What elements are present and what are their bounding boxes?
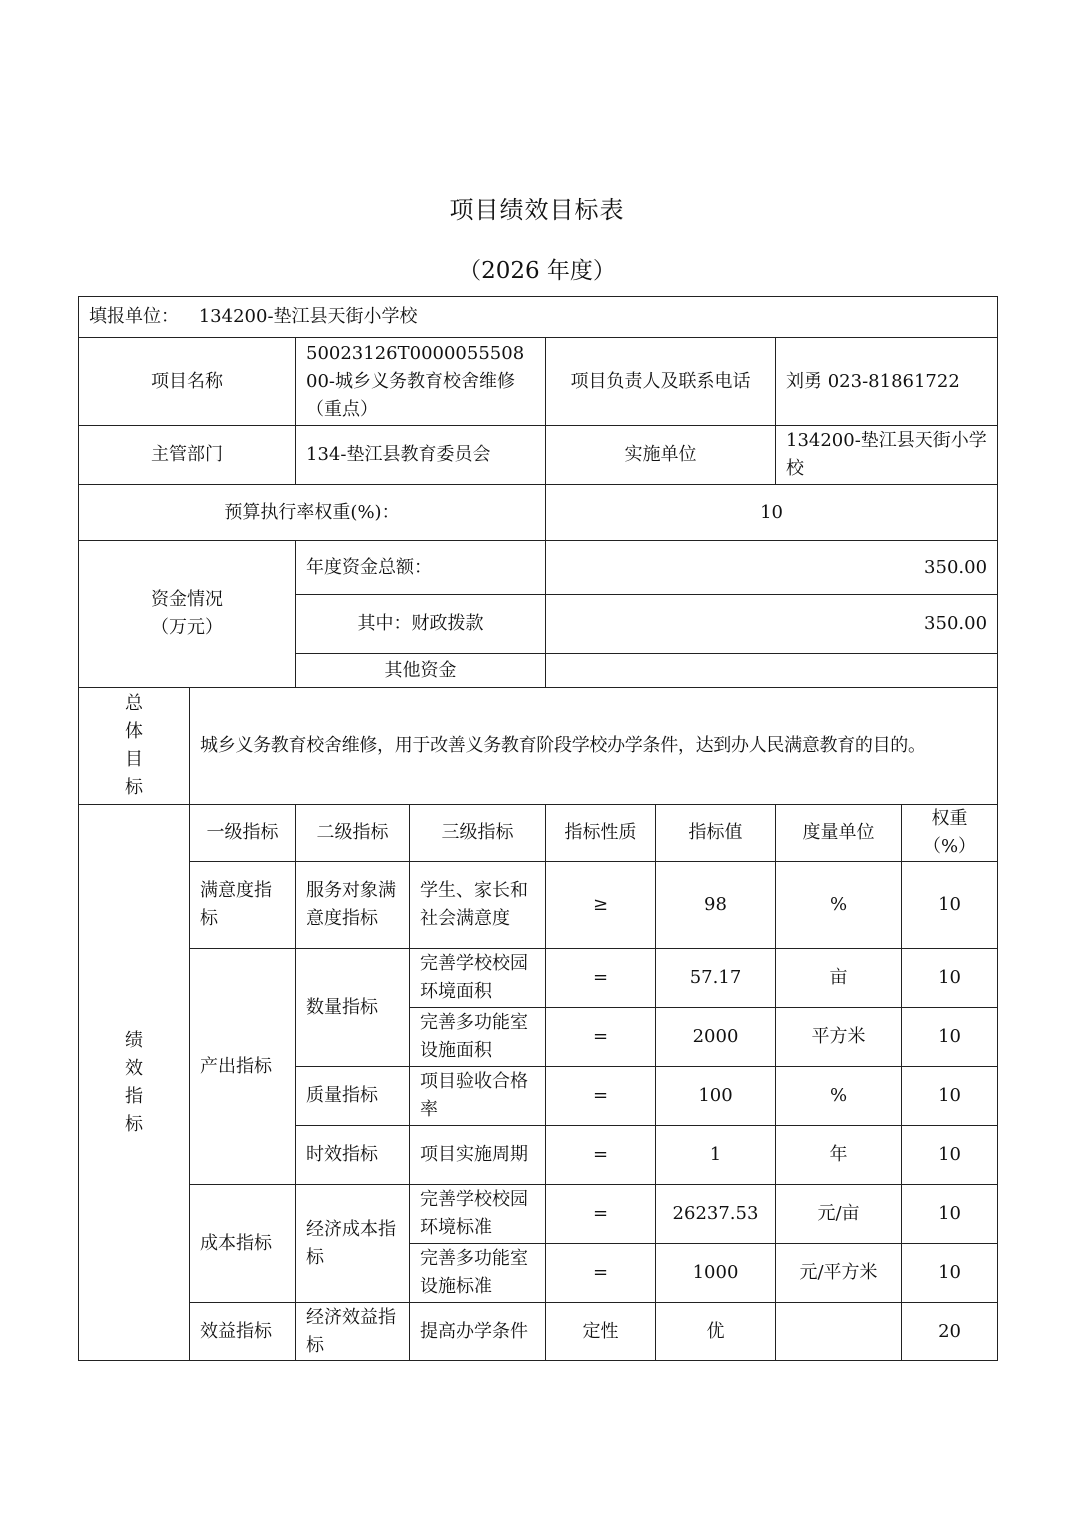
goal-label: [79, 688, 190, 805]
weight-cell: 10: [902, 1067, 998, 1126]
nature-cell: =: [546, 1067, 656, 1126]
goal-label-char: 总: [125, 693, 143, 714]
indicators-label: [79, 805, 190, 1361]
nature-cell: =: [546, 1244, 656, 1303]
indicators-label-char: 标: [125, 1113, 143, 1135]
funds-label: [79, 541, 296, 688]
dept-label: 主管部门: [79, 426, 296, 485]
level2-cell: 经济成本指标: [296, 1185, 410, 1303]
header-nature: 指标性质: [546, 805, 656, 862]
fiscal-label: 其中：财政拨款: [296, 595, 546, 654]
weight-cell: 10: [902, 1008, 998, 1067]
other-funds-label: 其他资金: [296, 654, 546, 688]
unit-cell: 年: [776, 1126, 902, 1185]
level2-cell: 质量指标: [296, 1067, 410, 1126]
table-row: [79, 1303, 998, 1361]
annual-total-label: 年度资金总额：: [296, 541, 546, 595]
level1-cell: 产出指标: [190, 949, 296, 1185]
impl-label: 实施单位: [546, 426, 776, 485]
table-row: [79, 1185, 998, 1244]
nature-cell: 定性: [546, 1303, 656, 1361]
header-level2: 二级指标: [296, 805, 410, 862]
fill-unit-cell: [79, 297, 998, 338]
weight-cell: 10: [902, 1126, 998, 1185]
level3-cell: 项目验收合格率: [410, 1067, 546, 1126]
budget-rate-value: 10: [546, 485, 998, 541]
impl-value: 134200-垫江县天街小学校: [776, 426, 998, 485]
unit-cell: %: [776, 1067, 902, 1126]
project-name-value: 50023126T000005550800-城乡义务教育校舍维修（重点）: [296, 338, 546, 426]
nature-cell: =: [546, 1008, 656, 1067]
nature-cell: =: [546, 949, 656, 1008]
level2-cell: 数量指标: [296, 949, 410, 1067]
nature-cell: =: [546, 1126, 656, 1185]
goal-label-char: 目: [125, 749, 143, 770]
weight-cell: 20: [902, 1303, 998, 1361]
fill-unit-label: 填报单位：: [89, 306, 179, 327]
unit-cell: [776, 1303, 902, 1361]
unit-cell: %: [776, 862, 902, 949]
level1-cell: 成本指标: [190, 1185, 296, 1303]
goal-label-char: 标: [125, 777, 143, 798]
level2-cell: 服务对象满意度指标: [296, 862, 410, 949]
manager-value: 刘勇 023-81861722: [776, 338, 998, 426]
weight-cell: 10: [902, 949, 998, 1008]
level3-cell: 完善学校校园环境面积: [410, 949, 546, 1008]
value-cell: 优: [656, 1303, 776, 1361]
funds-label-line1: 资金情况: [151, 589, 223, 610]
level1-cell: 效益指标: [190, 1303, 296, 1361]
weight-cell: 10: [902, 1185, 998, 1244]
value-cell: 100: [656, 1067, 776, 1126]
header-unit: 度量单位: [776, 805, 902, 862]
level3-cell: 学生、家长和社会满意度: [410, 862, 546, 949]
unit-cell: 元/平方米: [776, 1244, 902, 1303]
weight-cell: 10: [902, 862, 998, 949]
fill-unit-value: 134200-垫江县天街小学校: [198, 306, 418, 327]
goal-text: 城乡义务教育校舍维修，用于改善义务教育阶段学校办学条件，达到办人民满意教育的目的。: [190, 688, 998, 805]
value-cell: 1: [656, 1126, 776, 1185]
manager-label: 项目负责人及联系电话: [546, 338, 776, 426]
dept-value: 134-垫江县教育委员会: [296, 426, 546, 485]
value-cell: 26237.53: [656, 1185, 776, 1244]
level2-cell: 时效指标: [296, 1126, 410, 1185]
header-level1: 一级指标: [190, 805, 296, 862]
unit-cell: 平方米: [776, 1008, 902, 1067]
performance-table: [78, 296, 998, 1361]
annual-total-value: 350.00: [546, 541, 998, 595]
indicators-label-char: 绩: [125, 1029, 143, 1051]
level3-cell: 完善学校校园环境标准: [410, 1185, 546, 1244]
other-funds-value: [546, 654, 998, 688]
header-value: 指标值: [656, 805, 776, 862]
budget-rate-label: 预算执行率权重(%)：: [79, 485, 546, 541]
level1-cell: 满意度指标: [190, 862, 296, 949]
page-title: 项目绩效目标表: [449, 196, 625, 224]
level3-cell: 项目实施周期: [410, 1126, 546, 1185]
header-level3: 三级指标: [410, 805, 546, 862]
unit-cell: 亩: [776, 949, 902, 1008]
nature-cell: =: [546, 1185, 656, 1244]
weight-cell: 10: [902, 1244, 998, 1303]
value-cell: 2000: [656, 1008, 776, 1067]
level3-cell: 提高办学条件: [410, 1303, 546, 1361]
header-weight: 权重（%）: [902, 805, 998, 862]
goal-label-char: 体: [125, 721, 143, 742]
indicators-label-char: 指: [125, 1085, 143, 1107]
table-row: [79, 949, 998, 1008]
level3-cell: 完善多功能室设施标准: [410, 1244, 546, 1303]
page-subtitle: （2026 年度）: [458, 258, 616, 284]
level3-cell: 完善多功能室设施面积: [410, 1008, 546, 1067]
value-cell: 98: [656, 862, 776, 949]
funds-label-line2: （万元）: [151, 617, 223, 638]
fiscal-value: 350.00: [546, 595, 998, 654]
value-cell: 57.17: [656, 949, 776, 1008]
indicators-label-char: 效: [125, 1057, 143, 1079]
nature-cell: ≥: [546, 862, 656, 949]
table-row: [79, 862, 998, 949]
value-cell: 1000: [656, 1244, 776, 1303]
level2-cell: 经济效益指标: [296, 1303, 410, 1361]
unit-cell: 元/亩: [776, 1185, 902, 1244]
project-name-label: 项目名称: [79, 338, 296, 426]
